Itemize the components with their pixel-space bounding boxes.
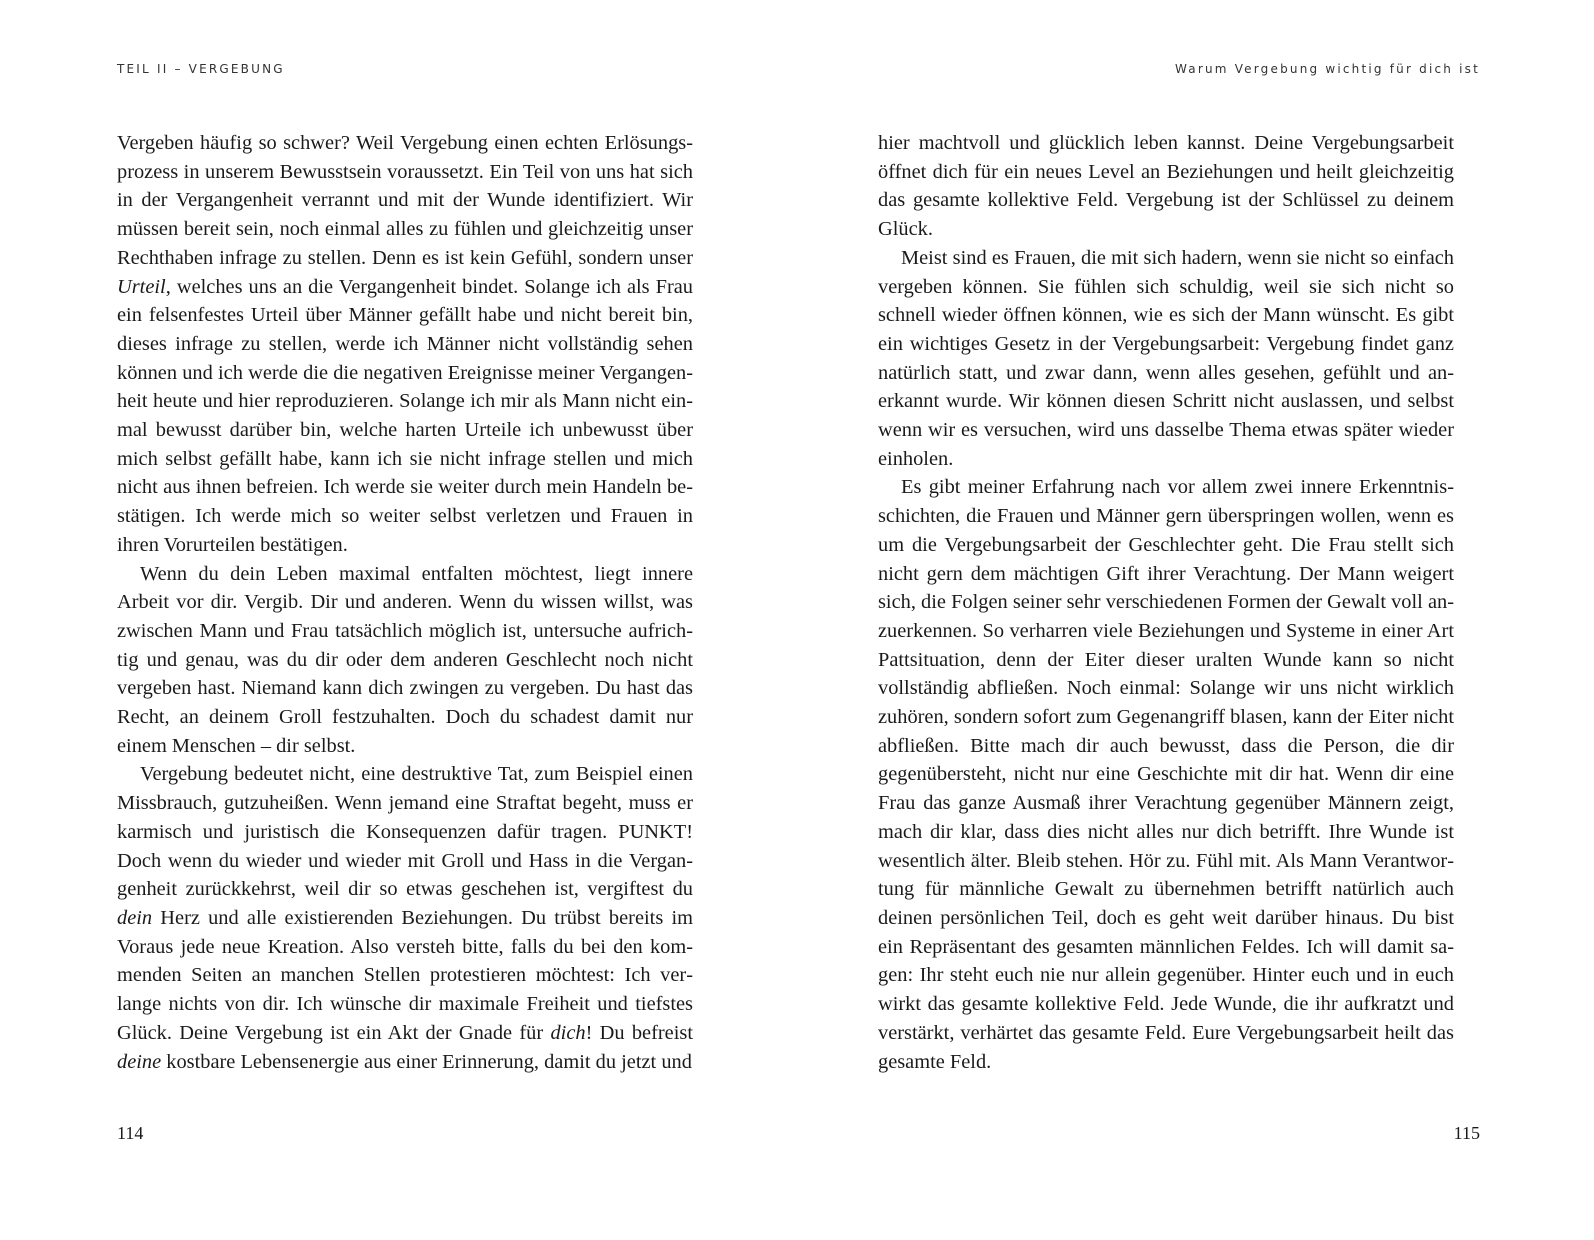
running-head-left: TEIL II – VERGEBUNG bbox=[117, 62, 285, 76]
right-page bbox=[797, 0, 1594, 1240]
left-page-body bbox=[117, 129, 693, 1076]
text-run: kostbare Lebensenergie aus einer Erinnerung, damit du jetzt und bbox=[161, 1050, 692, 1073]
text-run: Vergeben häufig so schwer? Weil Vergebung einen echten Erlösungsprozess in unserem Bewusstsein voraussetzt. Ein Teil von uns hat sich in der Vergangenheit verrannt und mit der Wunde identifiziert. Wir müssen bereit sein, noch einmal alles zu fühlen und gleichzeitig unser Rechthaben infrage zu stellen. Denn es ist kein Gefühl, sondern unser bbox=[117, 132, 693, 269]
italic-text: deine bbox=[117, 1050, 162, 1073]
text-run: Vergebung bedeutet nicht, eine destruktive Tat, zum Beispiel einen Missbrauch, gutzuheißen. Wenn jemand eine Straftat begeht, muss er karmisch und juristisch die Konsequenzen dafür tragen. PUNKT! Doch wenn du wieder und wieder mit Groll und Hass in die Vergangenheit zurückkehrst, weil dir so etwas geschehen ist, vergiftest du bbox=[117, 763, 693, 901]
text-run: Herz und alle existierenden Beziehungen. Du trübst bereits im Voraus jede neue Kreation. Also versteh bitte, falls du bei den kommenden Seiten an manchen Stellen protestieren möchtest: Ich verlange nichts von dir. Ich wünsche dir maximale Freiheit und tiefstes Glück. Deine Vergebung ist ein Akt der Gnade für bbox=[117, 906, 693, 1044]
italic-text: dich bbox=[550, 1021, 586, 1044]
paragraph: Es gibt meiner Erfahrung nach vor allem zwei innere Erkenntnisschichten, die Frauen und Männer gern überspringen wollen, wenn es um die Vergebungsarbeit der Geschlechter geht. Die Frau stellt sich nicht gern dem mächtigen Gift ihrer Verachtung. Der Mann weigert sich, die Folgen seiner sehr verschiedenen Formen der Gewalt voll anzuerkennen. So verharren viele Beziehungen und Systeme in einer Art Pattsituation, denn der Eiter dieser uralten Wunde kann so nicht vollständig abfließen. Noch einmal: Solange wir uns nicht wirklich zuhören, sondern sofort zum Gegenangriff blasen, kann der Eiter nicht abfließen. Bitte mach dir auch bewusst, dass die Person, die dir gegenübersteht, nicht nur eine Geschichte mit dir hat. Wenn dir eine Frau das ganze Ausmaß ihrer Verachtung gegenüber Männern zeigt, mach dir klar, dass dies nicht alles nur dich betrifft. Ihre Wunde ist wesentlich älter. Bleib stehen. Hör zu. Fühl mit. Als Mann Verantwortung für männliche Gewalt zu übernehmen betrifft natürlich auch deinen persönlichen Teil, doch es geht weit darüber hinaus. Du bist ein Repräsentant des gesamten männlichen Feldes. Ich will damit sagen: Ihr steht euch nie nur allein gegenüber. Hinter euch und in euch wirkt das gesamte kollektive Feld. Jede Wunde, die ihr aufkratzt und verstärkt, verhärtet das gesamte Feld. Eure Vergebungsarbeit heilt das gesamte Feld. bbox=[878, 476, 1454, 1073]
running-head-right: Warum Vergebung wichtig für dich ist bbox=[1175, 62, 1480, 76]
paragraph bbox=[117, 129, 693, 560]
right-page-body bbox=[878, 129, 1454, 1076]
paragraph: Meist sind es Frauen, die mit sich hadern, wenn sie nicht so einfach vergeben können. Sie fühlen sich schuldig, weil sie sich nicht so schnell wieder öffnen können, wie es sich der Mann wünscht. Es gibt ein wichtiges Gesetz in der Vergebungsarbeit: Vergebung findet ganz natürlich statt, und zwar dann, wenn alles gesehen, gefühlt und anerkannt wurde. Wir können diesen Schritt nicht auslassen, und selbst wenn wir es versuchen, wird uns dasselbe Thema etwas später wieder einholen. bbox=[878, 246, 1454, 470]
text-run: ! Du befreist bbox=[585, 1021, 693, 1044]
paragraph: Wenn du dein Leben maximal entfalten möchtest, liegt innere Arbeit vor dir. Vergib. Dir und anderen. Wenn du wissen willst, was zwischen Mann und Frau tatsächlich möglich ist, untersuche aufrichtig und genau, was du dir oder dem anderen Geschlecht noch nicht vergeben hast. Niemand kann dich zwingen zu vergeben. Du hast das Recht, an deinem Groll festzuhalten. Doch du schadest damit nur einem Menschen – dir selbst. bbox=[117, 562, 693, 757]
paragraph bbox=[117, 760, 693, 1076]
page-number-right: 115 bbox=[1453, 1123, 1480, 1143]
page-number-left: 114 bbox=[117, 1123, 144, 1143]
text-run: , welches uns an die Vergangenheit bindet. Solange ich als Frau ein felsenfestes Urteil über Männer gefällt habe und nicht bereit bin, dieses infrage zu stellen, werde ich Männer nicht vollständig sehen können und ich werde die die negativen Ereignisse meiner Vergangenheit heute und hier reproduzieren. Solange ich mir als Mann nicht einmal bewusst darüber bin, welche harten Urteile ich unbewusst über mich selbst gefällt habe, kann ich sie nicht infrage stellen und mich nicht aus ihnen befreien. Ich werde sie weiter durch mein Handeln bestätigen. Ich werde mich so weiter selbst verletzen und Frauen in ihren Vorurteilen bestätigen. bbox=[117, 275, 693, 556]
paragraph: hier machtvoll und glücklich leben kannst. Deine Vergebungsarbeit öffnet dich für ein neues Level an Beziehungen und heilt gleichzeitig das gesamte kollektive Feld. Vergebung ist der Schlüssel zu deinem Glück. bbox=[878, 132, 1454, 241]
italic-text: Urteil bbox=[117, 275, 166, 298]
italic-text: dein bbox=[117, 906, 153, 929]
